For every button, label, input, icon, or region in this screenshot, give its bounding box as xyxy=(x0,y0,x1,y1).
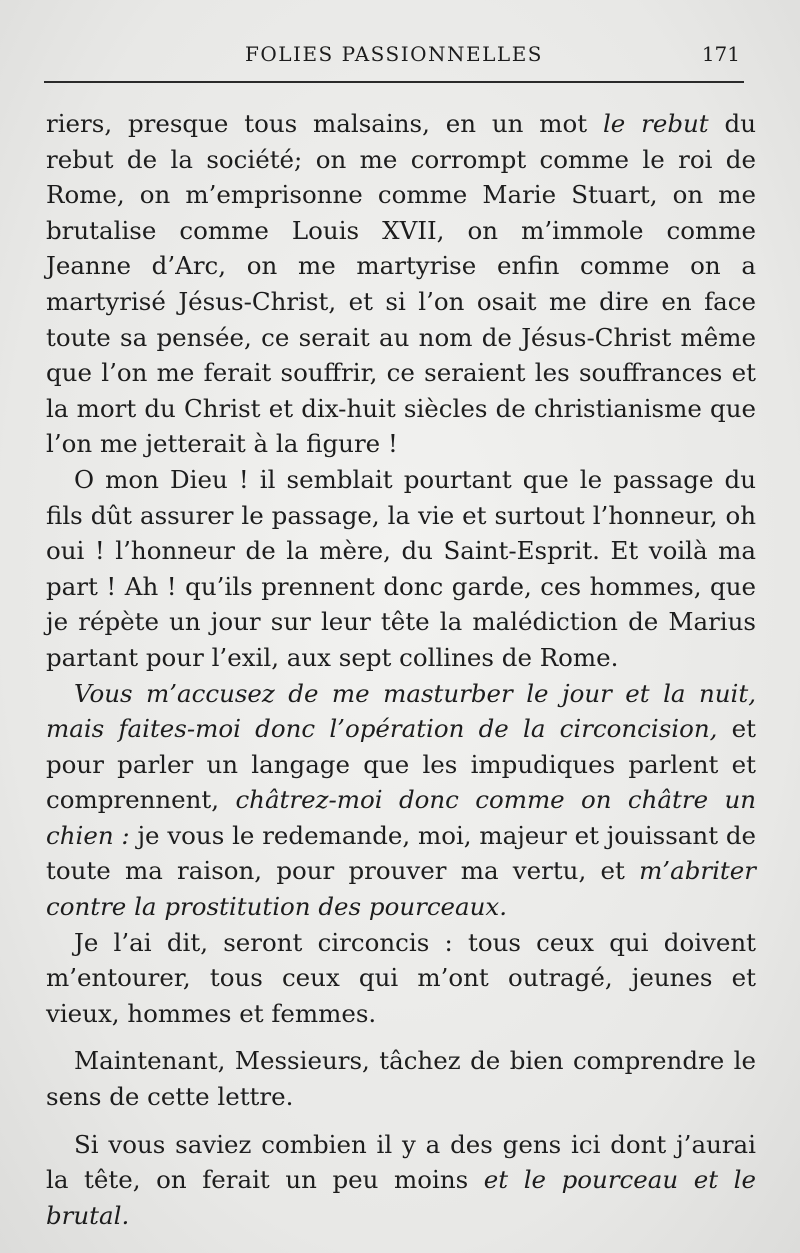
text-segment: O mon Dieu ! il semblait pourtant que le passage du fils dût assurer le passage, la vie et surtout l’honneur, oh oui ! l’honneur de la mère, du Saint-Esprit. Et voilà ma part ! Ah ! qu’ils prennent donc garde, ces hommes, que je répète un jour sur leur tête la malédiction de Marius partant pour l’exil, aux sept collines de Rome. xyxy=(46,464,756,672)
text-segment-italic: Vous m’accusez de me masturber le jour et la nuit, mais faites-moi donc l’opération de la circoncision, xyxy=(46,678,756,744)
body-text xyxy=(46,106,756,1233)
header-rule xyxy=(44,81,744,83)
text-segment: Je l’ai dit, seront circoncis : tous ceux qui doivent m’entourer, tous ceux qui m’ont outragé, jeunes et vieux, hommes et femmes. xyxy=(46,927,756,1028)
text-segment-italic: le rebut xyxy=(602,109,709,138)
paragraph xyxy=(46,1043,756,1114)
text-segment: riers, presque tous malsains, en un mot xyxy=(46,109,603,138)
text-segment-italic: et le pourceau et le brutal. xyxy=(46,1165,756,1230)
text-segment: Maintenant, Messieurs, tâchez de bien comprendre le sens de cette lettre. xyxy=(46,1046,756,1112)
paragraph xyxy=(46,462,756,676)
paragraph xyxy=(46,676,756,925)
text-segment: et pour parler un langage que les impudiques parlent et comprennent, xyxy=(46,714,756,815)
text-segment: du rebut de la société; on me corrompt comme le roi de Rome, on m’emprisonne comme Marie Stuart, on me brutalise comme Louis XVII, on m’immole comme Jeanne d’Arc, on me martyrise enfin comme on a martyrisé Jésus-Christ, et si l’on osait me dire en face toute sa pensée, ce serait au nom de Jésus-Christ même que l’on me ferait souffrir, ce seraient les souffrances et la mort du Christ et dix-huit siècles de christianisme que l’on me jetterait à la figure ! xyxy=(46,109,756,459)
text-segment: Si vous saviez combien il y a des gens ici dont j’aurai la tête, on ferait un peu moins xyxy=(46,1129,756,1195)
running-title: FOLIES PASSIONNELLES xyxy=(245,42,543,66)
paragraph xyxy=(46,925,756,1032)
text-segment-italic: m’abriter contre la prostitution des pourceaux. xyxy=(46,856,756,922)
paragraph xyxy=(46,106,756,462)
text-segment: je vous le redemande, moi, majeur et jouissant de toute ma raison, pour prouver ma vertu, et xyxy=(46,820,757,886)
running-header xyxy=(44,36,744,76)
page-number: 171 xyxy=(701,42,740,66)
text-segment-italic: châtrez-moi donc comme on châtre un chien : xyxy=(46,785,757,850)
paragraph xyxy=(46,1127,756,1234)
